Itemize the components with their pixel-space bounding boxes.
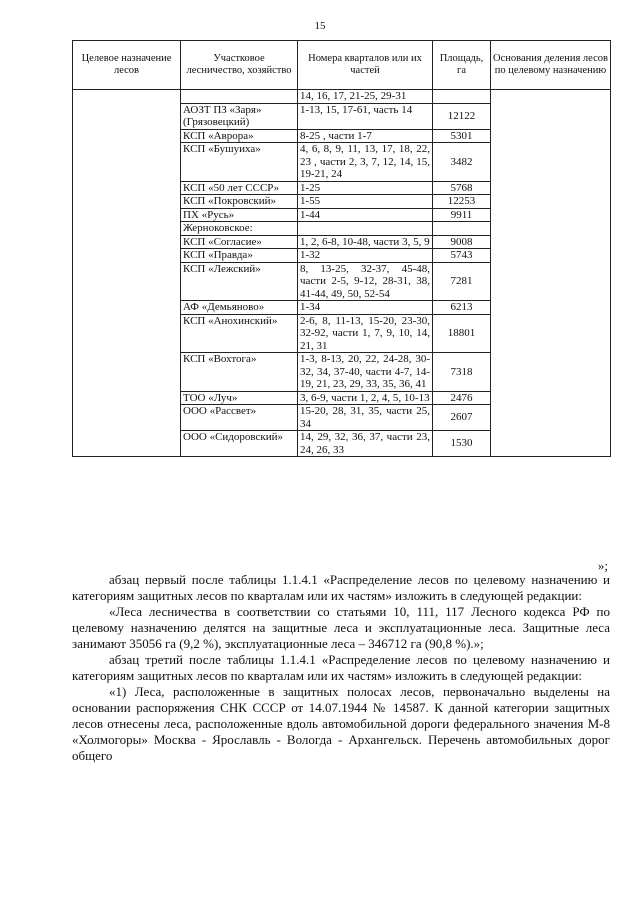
table-row: [73, 301, 611, 315]
district-cell: КСП «Согласие»: [181, 235, 298, 249]
header-basis: Основания деления лесов по целевому назначению: [491, 41, 611, 90]
district-cell: КСП «50 лет СССР»: [181, 181, 298, 195]
district-cell: АФ «Демьяново»: [181, 301, 298, 315]
area-cell: 12122: [433, 103, 491, 129]
area-cell: 6213: [433, 301, 491, 315]
table-row: [73, 195, 611, 209]
purpose-cell: [73, 208, 181, 222]
quarters-cell: 15-20, 28, 31, 35, части 25, 34: [298, 405, 433, 431]
area-cell: 2607: [433, 405, 491, 431]
basis-cell: [491, 129, 611, 143]
purpose-cell: [73, 222, 181, 236]
area-cell: 1530: [433, 431, 491, 457]
quarters-cell: [298, 222, 433, 236]
district-cell: КСП «Лежский»: [181, 262, 298, 301]
table-row: [73, 353, 611, 392]
area-cell: 12253: [433, 195, 491, 209]
basis-cell: [491, 314, 611, 353]
district-cell: КСП «Вохтога»: [181, 353, 298, 392]
table-row: [73, 314, 611, 353]
area-cell: 9008: [433, 235, 491, 249]
district-cell: КСП «Аврора»: [181, 129, 298, 143]
area-cell: 5768: [433, 181, 491, 195]
quarters-cell: 1-44: [298, 208, 433, 222]
table-row: [73, 262, 611, 301]
basis-cell: [491, 262, 611, 301]
quarters-cell: 3, 6-9, части 1, 2, 4, 5, 10-13: [298, 391, 433, 405]
table-row: [73, 431, 611, 457]
table-row: [73, 222, 611, 236]
district-cell: КСП «Анохинский»: [181, 314, 298, 353]
quarters-cell: 2-6, 8, 11-13, 15-20, 23-30, 32-92, части 1, 7, 9, 10, 14, 21, 31: [298, 314, 433, 353]
table-header-row: [73, 41, 611, 90]
quarters-cell: 1-55: [298, 195, 433, 209]
district-cell: АОЗТ ПЗ «Заря» (Грязовецкий): [181, 103, 298, 129]
table-row: [73, 90, 611, 104]
quarters-cell: 8-25 , части 1-7: [298, 129, 433, 143]
area-cell: [433, 90, 491, 104]
purpose-cell: [73, 301, 181, 315]
table-row: [73, 208, 611, 222]
area-cell: 9911: [433, 208, 491, 222]
purpose-cell: [73, 314, 181, 353]
purpose-cell: [73, 181, 181, 195]
quarters-cell: 1-3, 8-13, 20, 22, 24-28, 30-32, 34, 37-40, части 4-7, 14-19, 21, 23, 29, 33, 35, 36, 41: [298, 353, 433, 392]
quarters-cell: 14, 29, 32, 36, 37, части 23, 24, 26, 33: [298, 431, 433, 457]
table-row: [73, 181, 611, 195]
basis-cell: [491, 181, 611, 195]
area-cell: 5301: [433, 129, 491, 143]
quarters-cell: 1-32: [298, 249, 433, 263]
basis-cell: [491, 222, 611, 236]
district-cell: ТОО «Луч»: [181, 391, 298, 405]
quarters-cell: 4, 6, 8, 9, 11, 13, 17, 18, 22, 23 , части 2, 3, 7, 12, 14, 15, 19-21, 24: [298, 143, 433, 182]
district-cell: ООО «Рассвет»: [181, 405, 298, 431]
quarters-cell: 1-13, 15, 17-61, часть 14: [298, 103, 433, 129]
table-row: [73, 249, 611, 263]
header-purpose: Целевое назначение лесов: [73, 41, 181, 90]
area-cell: [433, 222, 491, 236]
table-row: [73, 103, 611, 129]
district-cell: Жерноковское:: [181, 222, 298, 236]
district-cell: КСП «Правда»: [181, 249, 298, 263]
purpose-cell: [73, 129, 181, 143]
purpose-cell: [73, 353, 181, 392]
district-cell: [181, 90, 298, 104]
basis-cell: [491, 195, 611, 209]
quarters-cell: 1-34: [298, 301, 433, 315]
table-row: [73, 235, 611, 249]
paragraph: «1) Леса, расположенные в защитных полосах лесов, первоначально выделены на основании распоряжения СНК СССР от 14.07.1944 № 14587. К данной категории защитных лесов отнесены леса, расположенные вдоль автомобильной дороги федерального значения М-8 «Холмогоры» Москва - Ярославль - Вологда - Архангельск. Перечень автомобильных дорог общего: [72, 684, 610, 763]
purpose-cell: [73, 90, 181, 104]
purpose-cell: [73, 143, 181, 182]
purpose-cell: [73, 431, 181, 457]
purpose-cell: [73, 103, 181, 129]
district-cell: КСП «Бушуиха»: [181, 143, 298, 182]
page-number: 15: [314, 20, 326, 32]
paragraph: абзац первый после таблицы 1.1.4.1 «Распределение лесов по целевому назначению и категориям защитных лесов по кварталам или их частям» изложить в следующей редакции:: [72, 572, 610, 603]
table-row: [73, 129, 611, 143]
quarters-cell: 1, 2, 6-8, 10-48, части 3, 5, 9: [298, 235, 433, 249]
purpose-cell: [73, 262, 181, 301]
quarters-cell: 1-25: [298, 181, 433, 195]
header-area: Площадь, га: [433, 41, 491, 90]
purpose-cell: [73, 249, 181, 263]
district-cell: ООО «Сидоровский»: [181, 431, 298, 457]
basis-cell: [491, 143, 611, 182]
purpose-cell: [73, 391, 181, 405]
basis-cell: [491, 249, 611, 263]
table-row: [73, 143, 611, 182]
closing-quote-mark: »;: [597, 558, 608, 573]
basis-cell: [491, 391, 611, 405]
area-cell: 2476: [433, 391, 491, 405]
paragraph: «Леса лесничества в соответствии со статьями 10, 111, 117 Лесного кодекса РФ по целевому назначению делятся на защитные леса и эксплуатационные леса. Защитные леса занимают 35056 га (9,2 %), эксплуатационные леса – 346712 га (90,8 %).»;: [72, 604, 610, 651]
purpose-cell: [73, 405, 181, 431]
basis-cell: [491, 405, 611, 431]
header-quarters: Номера кварталов или их частей: [298, 41, 433, 90]
area-cell: 3482: [433, 143, 491, 182]
purpose-cell: [73, 235, 181, 249]
basis-cell: [491, 103, 611, 129]
purpose-cell: [73, 195, 181, 209]
district-cell: ПХ «Русь»: [181, 208, 298, 222]
basis-cell: [491, 235, 611, 249]
table-row: [73, 391, 611, 405]
basis-cell: [491, 301, 611, 315]
basis-cell: [491, 353, 611, 392]
basis-cell: [491, 208, 611, 222]
area-cell: 7281: [433, 262, 491, 301]
quarters-cell: 14, 16, 17, 21-25, 29-31: [298, 90, 433, 104]
forest-distribution-table: [72, 40, 611, 457]
table-body: [73, 90, 611, 457]
basis-cell: [491, 90, 611, 104]
basis-cell: [491, 431, 611, 457]
paragraph: абзац третий после таблицы 1.1.4.1 «Распределение лесов по целевому назначению и категориям защитных лесов по кварталам или их частям» изложить в следующей редакции:: [72, 652, 610, 683]
quarters-cell: 8, 13-25, 32-37, 45-48, части 2-5, 9-12, 28-31, 38, 41-44, 49, 50, 52-54: [298, 262, 433, 301]
district-cell: КСП «Покровский»: [181, 195, 298, 209]
header-district: Участковое лесничество, хозяйство: [181, 41, 298, 90]
table-row: [73, 405, 611, 431]
area-cell: 7318: [433, 353, 491, 392]
area-cell: 5743: [433, 249, 491, 263]
area-cell: 18801: [433, 314, 491, 353]
amendment-text: [72, 572, 610, 764]
